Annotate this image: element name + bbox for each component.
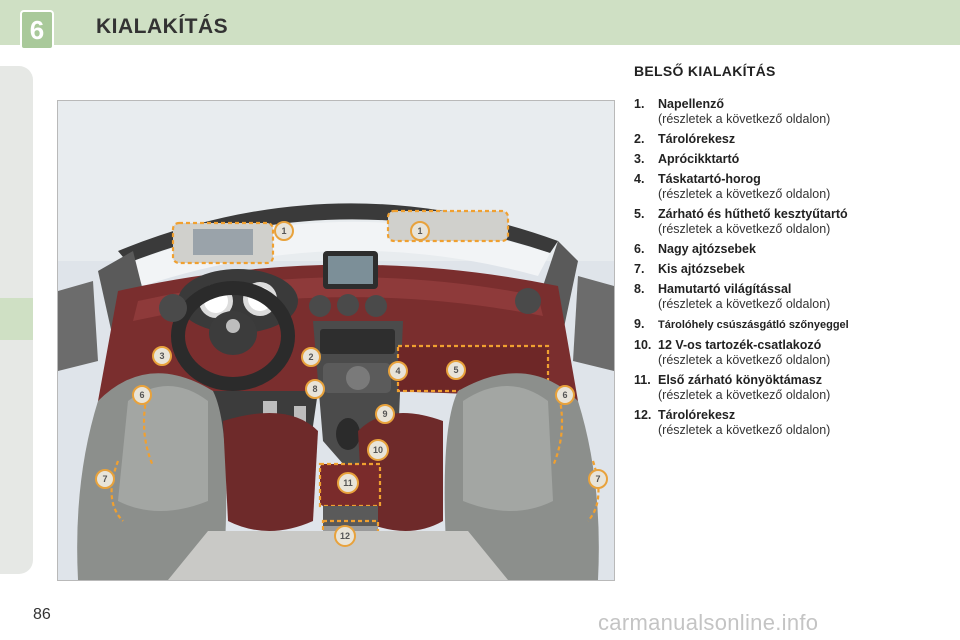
svg-text:7: 7 bbox=[102, 474, 108, 484]
callout-6-right bbox=[556, 386, 574, 404]
interior-illustration bbox=[57, 100, 615, 581]
svg-text:1: 1 bbox=[281, 226, 287, 236]
svg-text:7: 7 bbox=[595, 474, 601, 484]
svg-text:3: 3 bbox=[159, 351, 165, 361]
list-item: 10. 12 V-os tartozék-csatlakozó (részletek a következő oldalon) bbox=[634, 338, 831, 367]
list-item: 6. Nagy ajtózsebek bbox=[634, 242, 756, 256]
callout-7-right bbox=[589, 470, 607, 488]
feature-list bbox=[634, 97, 944, 443]
callout-3 bbox=[153, 347, 171, 365]
svg-text:6: 6 bbox=[562, 390, 568, 400]
callout-6-left bbox=[133, 386, 151, 404]
list-item: 1. Napellenző (részletek a következő oldalon) bbox=[634, 97, 831, 126]
page-number: 86 bbox=[33, 606, 51, 623]
callout-11 bbox=[338, 473, 358, 493]
svg-text:8: 8 bbox=[312, 384, 318, 394]
sun-visor-right bbox=[388, 211, 508, 241]
callout-12 bbox=[335, 526, 355, 546]
list-item: 7. Kis ajtózsebek bbox=[634, 262, 745, 276]
svg-text:9: 9 bbox=[382, 409, 388, 419]
watermark: carmanualsonline.info bbox=[598, 610, 819, 635]
list-item: 11. Első zárható könyöktámasz (részletek a következő oldalon) bbox=[634, 373, 831, 402]
callout-7-left bbox=[96, 470, 114, 488]
svg-text:4: 4 bbox=[395, 366, 401, 376]
svg-text:10: 10 bbox=[372, 445, 384, 455]
svg-text:6: 6 bbox=[139, 390, 145, 400]
list-item: 9. Tárolóhely csúszásgátló szőnyeggel bbox=[634, 317, 849, 331]
interior-illustration-svg bbox=[58, 101, 614, 580]
list-item: 3. Aprócikktartó bbox=[634, 152, 740, 166]
callout-1-left bbox=[275, 222, 293, 240]
section-heading: BELSŐ KIALAKÍTÁS bbox=[634, 63, 776, 79]
callout-2 bbox=[302, 348, 320, 366]
svg-text:12: 12 bbox=[339, 531, 351, 541]
callout-5 bbox=[447, 361, 465, 379]
callout-9 bbox=[376, 405, 394, 423]
list-item: 12. Tárolórekesz (részletek a következő oldalon) bbox=[634, 408, 831, 437]
svg-text:2: 2 bbox=[308, 352, 314, 362]
svg-text:1: 1 bbox=[417, 226, 423, 236]
svg-text:5: 5 bbox=[453, 365, 459, 375]
list-item: 8. Hamutartó világítással (részletek a következő oldalon) bbox=[634, 282, 831, 311]
callout-4 bbox=[389, 362, 407, 380]
callout-10 bbox=[368, 440, 388, 460]
svg-text:11: 11 bbox=[343, 478, 353, 488]
callout-1-right bbox=[411, 222, 429, 240]
side-tab-chapter-marker[interactable] bbox=[0, 298, 33, 340]
page-title: KIALAKÍTÁS bbox=[96, 15, 229, 38]
list-item: 2. Tárolórekesz bbox=[634, 132, 736, 146]
list-item: 4. Táskatartó-horog (részletek a következő oldalon) bbox=[634, 172, 831, 201]
list-item: 5. Zárható és hűthető kesztyűtartó (részletek a következő oldalon) bbox=[634, 207, 848, 236]
callout-8 bbox=[306, 380, 324, 398]
chapter-number-badge: 6 bbox=[20, 10, 54, 50]
